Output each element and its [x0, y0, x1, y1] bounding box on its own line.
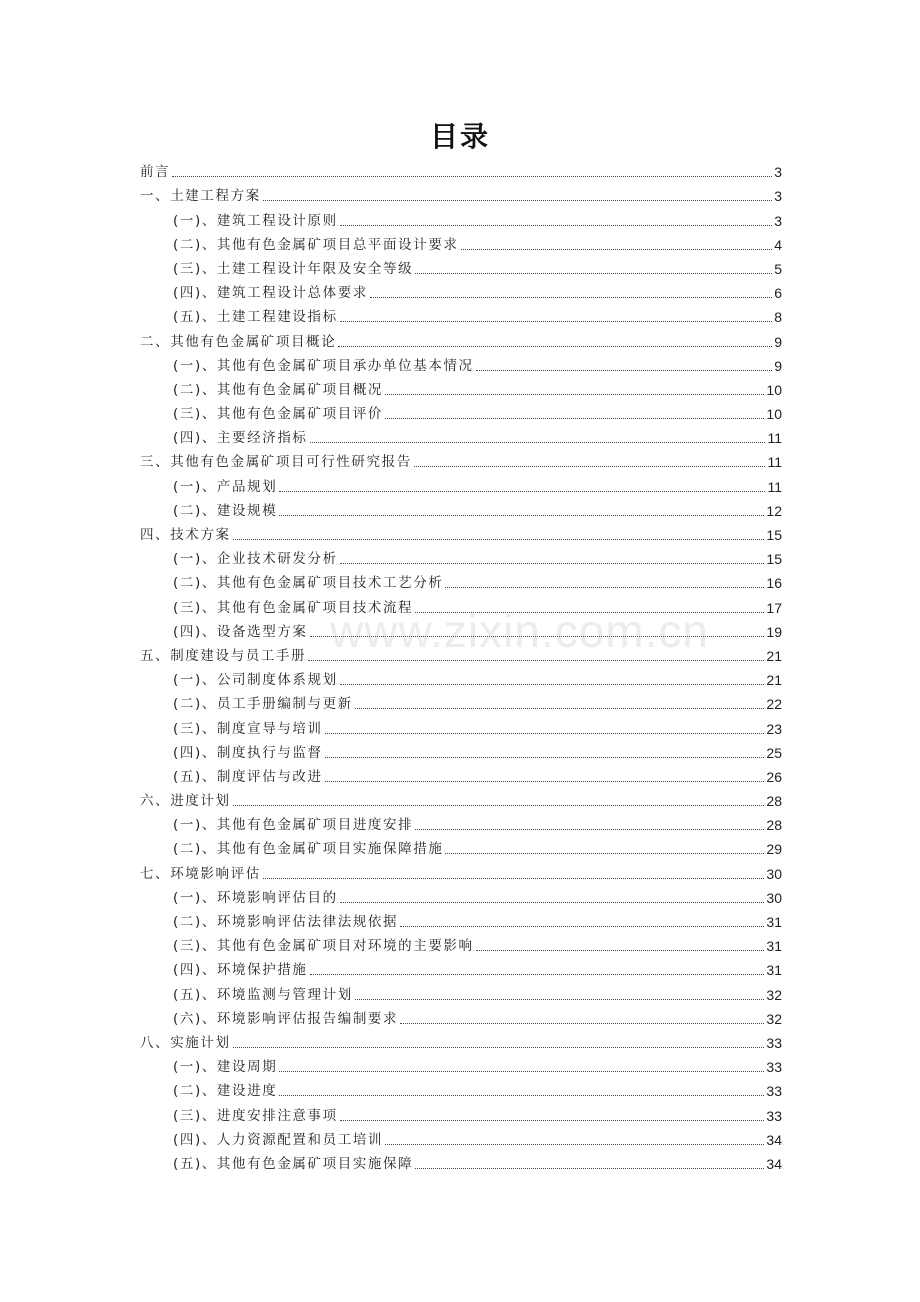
toc-entry-label: (四)、主要经济指标	[173, 430, 308, 447]
toc-entry-page-number: 15	[766, 551, 782, 568]
toc-entry[interactable]	[140, 547, 782, 571]
toc-entry-label: (二)、建设进度	[173, 1083, 278, 1100]
toc-entry[interactable]	[140, 523, 782, 547]
toc-entry-page-number: 19	[766, 623, 782, 640]
toc-dot-leader	[340, 321, 772, 322]
toc-dot-leader	[279, 515, 764, 516]
toc-entry-page-number: 6	[774, 285, 782, 302]
toc-entry-label: 六、进度计划	[140, 793, 231, 810]
toc-dot-leader	[370, 297, 772, 298]
toc-dot-leader	[233, 805, 765, 806]
toc-entry[interactable]	[140, 571, 782, 595]
toc-dot-leader	[325, 757, 765, 758]
toc-entry[interactable]	[140, 378, 782, 402]
toc-entry-label: 二、其他有色金属矿项目概论	[140, 333, 337, 350]
toc-entry-label: (一)、环境影响评估目的	[173, 889, 338, 906]
toc-entry-label: (六)、环境影响评估报告编制要求	[173, 1010, 399, 1027]
toc-dot-leader	[308, 660, 764, 661]
toc-entry-page-number: 25	[766, 744, 782, 761]
toc-entry[interactable]	[140, 402, 782, 426]
toc-entry[interactable]	[140, 281, 782, 305]
toc-entry-label: (三)、制度宣导与培训	[173, 720, 323, 737]
toc-entry-page-number: 31	[766, 962, 782, 979]
toc-entry-page-number: 34	[766, 1131, 782, 1148]
toc-entry-page-number: 28	[766, 817, 782, 834]
toc-entry-page-number: 12	[766, 502, 782, 519]
toc-dot-leader	[445, 853, 764, 854]
toc-dot-leader	[476, 370, 773, 371]
toc-entry[interactable]	[140, 1055, 782, 1079]
toc-entry-page-number: 23	[766, 720, 782, 737]
toc-entry-label: (一)、企业技术研发分析	[173, 551, 338, 568]
toc-dot-leader	[279, 1071, 764, 1072]
toc-entry[interactable]	[140, 910, 782, 934]
toc-dot-leader	[476, 950, 765, 951]
toc-title: 目录	[429, 120, 490, 153]
toc-entry-page-number: 33	[766, 1107, 782, 1124]
toc-entry[interactable]	[140, 765, 782, 789]
toc-entry[interactable]	[140, 450, 782, 474]
toc-entry-label: 八、实施计划	[140, 1034, 231, 1051]
toc-entry-page-number: 5	[774, 260, 782, 277]
toc-dot-leader	[325, 781, 765, 782]
toc-dot-leader	[340, 902, 765, 903]
toc-entry-page-number: 29	[766, 841, 782, 858]
toc-entry[interactable]	[140, 1007, 782, 1031]
watermark: www.zixin.com.cn	[330, 605, 709, 657]
toc-entry[interactable]	[140, 620, 782, 644]
toc-dot-leader	[415, 829, 764, 830]
toc-entry-page-number: 21	[766, 672, 782, 689]
toc-entry-label: (一)、建筑工程设计原则	[173, 212, 338, 229]
toc-dot-leader	[263, 200, 772, 201]
toc-entry[interactable]	[140, 934, 782, 958]
toc-entry[interactable]	[140, 789, 782, 813]
toc-entry-page-number: 10	[766, 406, 782, 423]
toc-dot-leader	[340, 225, 772, 226]
toc-entry-label: (二)、环境影响评估法律法规依据	[173, 914, 399, 930]
toc-entry-label: 七、环境影响评估	[140, 865, 261, 882]
toc-entry-label: 前言	[140, 164, 171, 181]
toc-entry-label: 四、技术方案	[140, 527, 231, 543]
toc-dot-leader	[310, 974, 765, 975]
toc-entry-page-number: 32	[766, 1010, 782, 1027]
toc-entry-label: 一、土建工程方案	[140, 188, 261, 205]
toc-entry-page-number: 11	[767, 478, 782, 495]
toc-entry[interactable]	[140, 1128, 782, 1152]
toc-entry[interactable]	[140, 354, 782, 378]
toc-entry-page-number: 33	[766, 1059, 782, 1076]
toc-entry-page-number: 8	[774, 309, 782, 326]
toc-entry-label: (一)、其他有色金属矿项目进度安排	[173, 817, 414, 834]
toc-entry-label: (二)、建设规模	[173, 502, 278, 519]
toc-entry[interactable]	[140, 692, 782, 716]
toc-entry-page-number: 17	[766, 599, 782, 616]
toc-dot-leader	[415, 1168, 764, 1169]
toc-entry-page-number: 28	[766, 793, 782, 810]
toc-entry-page-number: 16	[766, 575, 782, 592]
toc-entry[interactable]	[140, 668, 782, 692]
toc-entry-page-number: 11	[767, 454, 782, 471]
toc-dot-leader	[400, 926, 764, 927]
toc-dot-leader	[340, 684, 765, 685]
toc-entry-label: (二)、其他有色金属矿项目概况	[173, 381, 384, 398]
toc-entry-label: (五)、其他有色金属矿项目实施保障	[173, 1155, 414, 1172]
toc-entry-page-number: 22	[766, 696, 782, 713]
toc-entry-page-number: 4	[774, 236, 782, 253]
toc-entry[interactable]	[140, 1103, 782, 1127]
toc-entry[interactable]	[140, 257, 782, 281]
toc-entry-page-number: 3	[774, 212, 782, 229]
toc-entry[interactable]	[140, 813, 782, 837]
toc-entry[interactable]	[140, 184, 782, 208]
toc-entry[interactable]	[140, 499, 782, 523]
toc-entry-page-number: 15	[766, 527, 782, 543]
toc-entry[interactable]	[140, 329, 782, 353]
toc-entry[interactable]	[140, 233, 782, 257]
toc-dot-leader	[445, 587, 764, 588]
toc-entry-label: (一)、公司制度体系规划	[173, 672, 338, 689]
toc-dot-leader	[385, 1144, 764, 1145]
toc-entry-page-number: 10	[766, 381, 782, 398]
toc-entry-label: (三)、土建工程设计年限及安全等级	[173, 260, 414, 277]
toc-entry[interactable]	[140, 958, 782, 982]
table-of-contents	[140, 160, 782, 1176]
toc-entry[interactable]	[140, 644, 782, 668]
toc-entry-page-number: 30	[766, 865, 782, 882]
toc-entry[interactable]	[140, 837, 782, 861]
toc-dot-leader	[355, 999, 765, 1000]
toc-dot-leader	[279, 1095, 764, 1096]
toc-entry-label: 三、其他有色金属矿项目可行性研究报告	[140, 454, 412, 471]
toc-entry[interactable]	[140, 741, 782, 765]
toc-dot-leader	[355, 708, 765, 709]
toc-entry-page-number: 31	[766, 914, 782, 930]
toc-entry[interactable]	[140, 716, 782, 740]
toc-entry-label: (四)、建筑工程设计总体要求	[173, 285, 368, 302]
toc-dot-leader	[385, 418, 764, 419]
toc-dot-leader	[233, 539, 765, 540]
toc-entry[interactable]	[140, 861, 782, 885]
toc-entry-page-number: 3	[774, 164, 782, 181]
toc-entry-label: (五)、土建工程建设指标	[173, 309, 338, 326]
toc-entry-label: (四)、设备选型方案	[173, 623, 308, 640]
toc-entry-label: (五)、制度评估与改进	[173, 768, 323, 785]
toc-entry-page-number: 30	[766, 889, 782, 906]
toc-entry-label: (三)、其他有色金属矿项目技术流程	[173, 599, 414, 616]
toc-entry-label: (三)、其他有色金属矿项目评价	[173, 406, 384, 423]
toc-dot-leader	[400, 1023, 764, 1024]
toc-entry[interactable]	[140, 208, 782, 232]
toc-dot-leader	[414, 466, 766, 467]
toc-entry-label: (四)、环境保护措施	[173, 962, 308, 979]
toc-entry-label: (二)、其他有色金属矿项目总平面设计要求	[173, 236, 459, 253]
toc-dot-leader	[172, 176, 772, 177]
toc-dot-leader	[310, 636, 765, 637]
toc-entry-label: (四)、人力资源配置和员工培训	[173, 1131, 384, 1148]
toc-entry[interactable]	[140, 160, 782, 184]
toc-entry[interactable]	[140, 474, 782, 498]
toc-entry-page-number: 26	[766, 768, 782, 785]
toc-entry-page-number: 34	[766, 1155, 782, 1172]
toc-entry[interactable]	[140, 1031, 782, 1055]
toc-dot-leader	[385, 394, 764, 395]
toc-dot-leader	[340, 563, 765, 564]
toc-entry-label: (二)、其他有色金属矿项目实施保障措施	[173, 841, 444, 858]
toc-entry[interactable]	[140, 305, 782, 329]
toc-entry-page-number: 21	[766, 647, 782, 664]
toc-dot-leader	[338, 346, 772, 347]
toc-dot-leader	[233, 1047, 765, 1048]
toc-entry[interactable]	[140, 1079, 782, 1103]
toc-entry-page-number: 33	[766, 1083, 782, 1100]
toc-dot-leader	[415, 273, 772, 274]
toc-entry[interactable]	[140, 1152, 782, 1176]
toc-entry[interactable]	[140, 886, 782, 910]
toc-entry-page-number: 9	[774, 333, 782, 350]
toc-dot-leader	[310, 442, 766, 443]
toc-entry-page-number: 33	[766, 1034, 782, 1051]
toc-entry-label: (五)、环境监测与管理计划	[173, 986, 353, 1003]
toc-entry-label: (一)、建设周期	[173, 1059, 278, 1076]
toc-entry-label: 五、制度建设与员工手册	[140, 647, 307, 664]
toc-entry[interactable]	[140, 595, 782, 619]
toc-entry[interactable]	[140, 982, 782, 1006]
toc-dot-leader	[263, 878, 765, 879]
toc-entry-label: (三)、进度安排注意事项	[173, 1107, 338, 1124]
toc-entry-label: (一)、其他有色金属矿项目承办单位基本情况	[173, 357, 474, 374]
toc-entry[interactable]	[140, 426, 782, 450]
toc-entry-label: (三)、其他有色金属矿项目对环境的主要影响	[173, 938, 474, 955]
toc-entry-label: (四)、制度执行与监督	[173, 744, 323, 761]
toc-entry-page-number: 3	[774, 188, 782, 205]
toc-entry-label: (二)、其他有色金属矿项目技术工艺分析	[173, 575, 444, 592]
toc-entry-label: (二)、员工手册编制与更新	[173, 696, 353, 713]
toc-dot-leader	[279, 491, 765, 492]
toc-entry-page-number: 9	[774, 357, 782, 374]
toc-dot-leader	[325, 733, 765, 734]
toc-entry-page-number: 32	[766, 986, 782, 1003]
toc-dot-leader	[415, 612, 764, 613]
toc-entry-page-number: 11	[767, 430, 782, 447]
toc-dot-leader	[340, 1120, 765, 1121]
toc-entry-page-number: 31	[766, 938, 782, 955]
toc-entry-label: (一)、产品规划	[173, 478, 278, 495]
toc-dot-leader	[461, 249, 773, 250]
